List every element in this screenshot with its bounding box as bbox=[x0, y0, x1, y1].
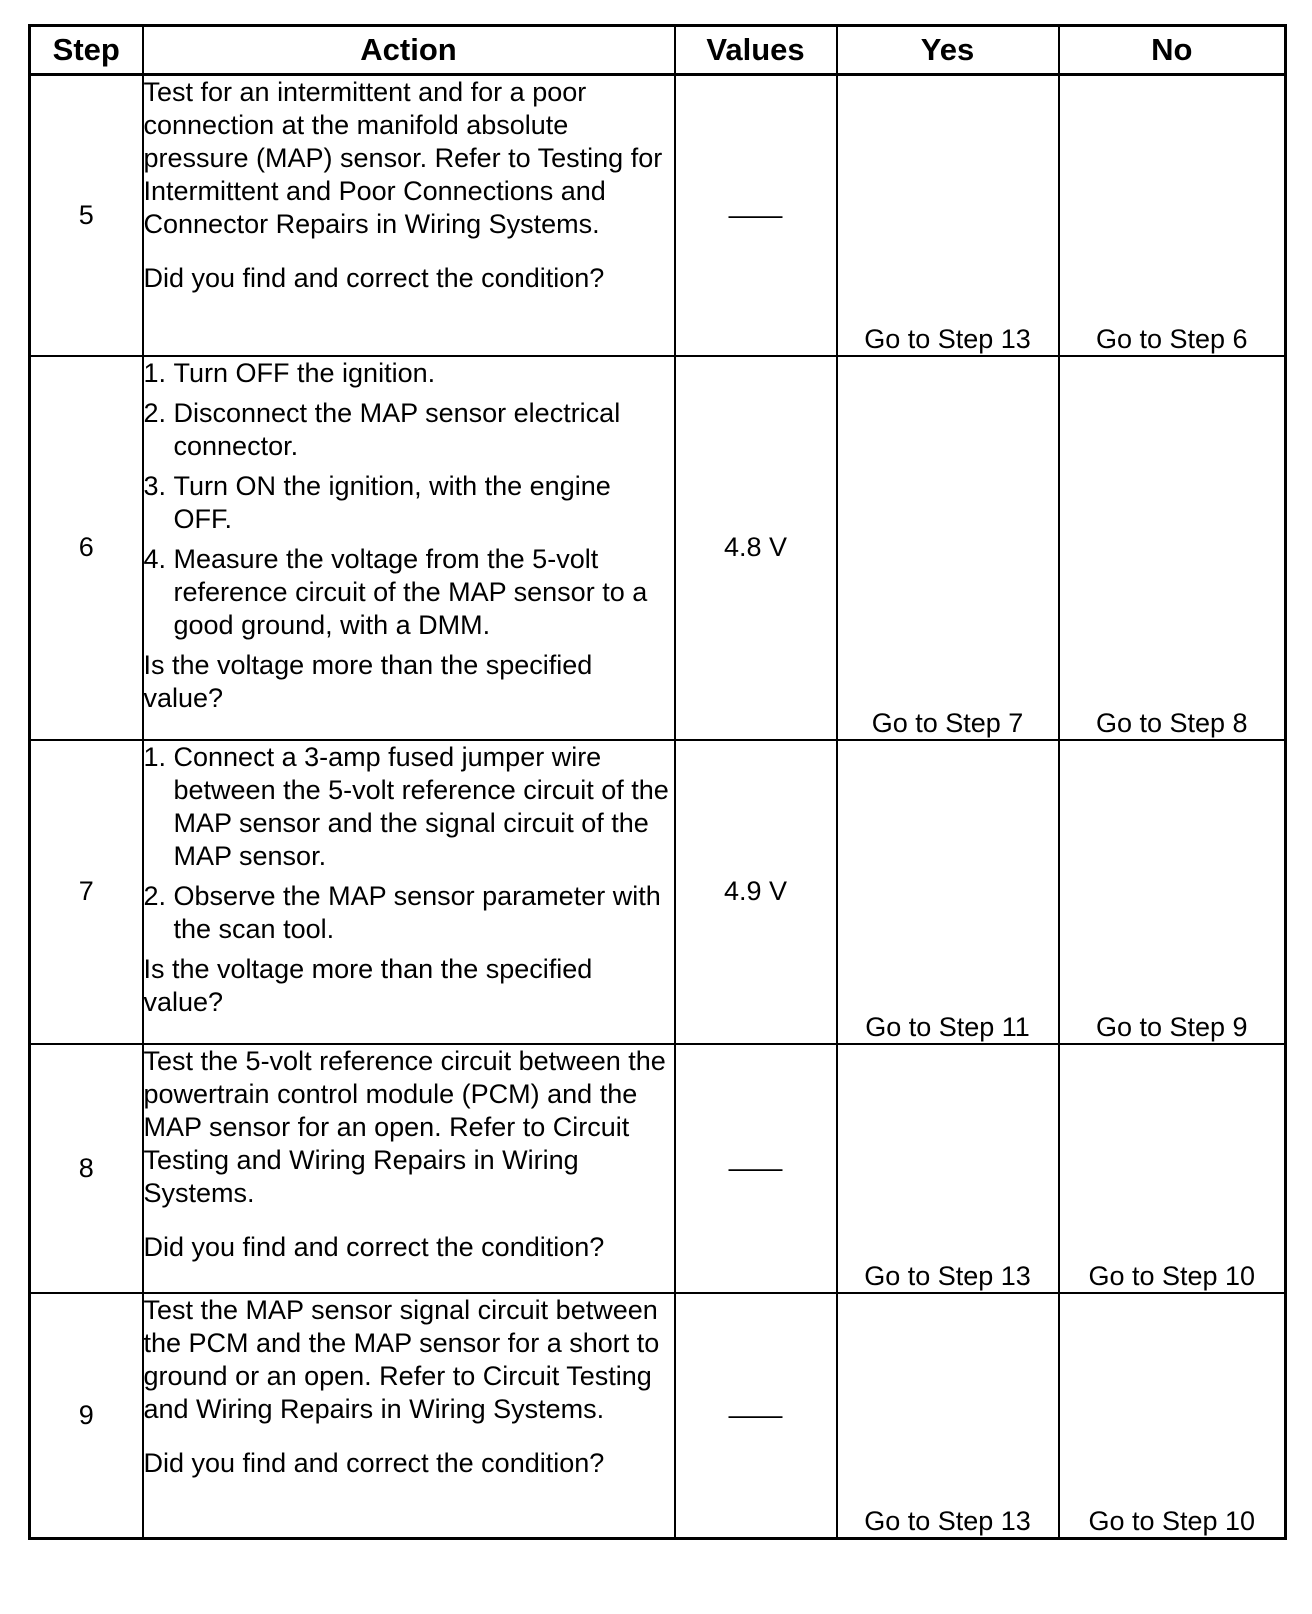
table-row bbox=[30, 740, 1286, 1044]
header-row bbox=[30, 26, 1286, 75]
step-number: 9 bbox=[30, 1293, 143, 1539]
action-question: Is the voltage more than the specified value? bbox=[143, 953, 593, 1017]
yes-cell: Go to Step 11 bbox=[837, 740, 1059, 1044]
yes-cell: Go to Step 7 bbox=[837, 356, 1059, 740]
step-number: 7 bbox=[30, 740, 143, 1044]
action-list-item: 2. Observe the MAP sensor parameter with the scan tool. bbox=[174, 880, 674, 946]
step-number: 6 bbox=[30, 356, 143, 740]
action-cell bbox=[143, 740, 675, 1044]
values-cell: 4.9 V bbox=[675, 740, 837, 1044]
action-list-item: 1. Connect a 3-amp fused jumper wire between the 5-volt reference circuit of the MAP sensor and the signal circuit of the MAP sensor. bbox=[174, 741, 674, 873]
action-question: Did you find and correct the condition? bbox=[143, 263, 605, 293]
values-cell: 4.8 V bbox=[675, 356, 837, 740]
table-row bbox=[30, 75, 1286, 356]
action-list-item: 2. Disconnect the MAP sensor electrical connector. bbox=[174, 397, 674, 463]
no-cell: Go to Step 8 bbox=[1059, 356, 1286, 740]
action-cell bbox=[143, 75, 675, 356]
action-cell bbox=[143, 1044, 675, 1293]
action-list bbox=[144, 741, 674, 946]
step-number: 5 bbox=[30, 75, 143, 356]
values-cell: —— bbox=[675, 1293, 837, 1539]
no-cell: Go to Step 6 bbox=[1059, 75, 1286, 356]
action-list bbox=[144, 357, 674, 642]
no-cell: Go to Step 9 bbox=[1059, 740, 1286, 1044]
header-step: Step bbox=[30, 26, 143, 75]
step-number: 8 bbox=[30, 1044, 143, 1293]
action-list-item: 4. Measure the voltage from the 5-volt reference circuit of the MAP sensor to a good ground, with a DMM. bbox=[174, 543, 674, 642]
action-question: Is the voltage more than the specified value? bbox=[143, 649, 593, 713]
action-cell bbox=[143, 1293, 675, 1539]
header-yes: Yes bbox=[837, 26, 1059, 75]
action-cell bbox=[143, 356, 675, 740]
action-text: Test the 5-volt reference circuit between the powertrain control module (PCM) and the MAP sensor for an open. Refer to Circuit Testing and Wiring Repairs in Wiring Systems. bbox=[143, 1045, 666, 1208]
action-list-item: 3. Turn ON the ignition, with the engine OFF. bbox=[174, 470, 674, 536]
no-cell: Go to Step 10 bbox=[1059, 1293, 1286, 1539]
table-row bbox=[30, 356, 1286, 740]
yes-cell: Go to Step 13 bbox=[837, 1293, 1059, 1539]
header-no: No bbox=[1059, 26, 1286, 75]
yes-cell: Go to Step 13 bbox=[837, 75, 1059, 356]
values-cell: —— bbox=[675, 1044, 837, 1293]
table-row bbox=[30, 1044, 1286, 1293]
action-list-item: 1. Turn OFF the ignition. bbox=[174, 357, 674, 390]
action-text: Test for an intermittent and for a poor connection at the manifold absolute pressure (MAP) sensor. Refer to Testing for Intermittent and Poor Connections and Connector Repairs in Wiring Systems. bbox=[143, 77, 663, 239]
diagnostic-table bbox=[28, 24, 1287, 1540]
yes-cell: Go to Step 13 bbox=[837, 1044, 1059, 1293]
header-values: Values bbox=[675, 26, 837, 75]
values-cell: —— bbox=[675, 75, 837, 356]
action-question: Did you find and correct the condition? bbox=[143, 1231, 605, 1262]
no-cell: Go to Step 10 bbox=[1059, 1044, 1286, 1293]
table-row bbox=[30, 1293, 1286, 1539]
action-question: Did you find and correct the condition? bbox=[143, 1447, 605, 1478]
header-action: Action bbox=[143, 26, 675, 75]
action-text: Test the MAP sensor signal circuit between the PCM and the MAP sensor for a short to ground or an open. Refer to Circuit Testing and Wiring Repairs in Wiring Systems. bbox=[143, 1294, 660, 1424]
